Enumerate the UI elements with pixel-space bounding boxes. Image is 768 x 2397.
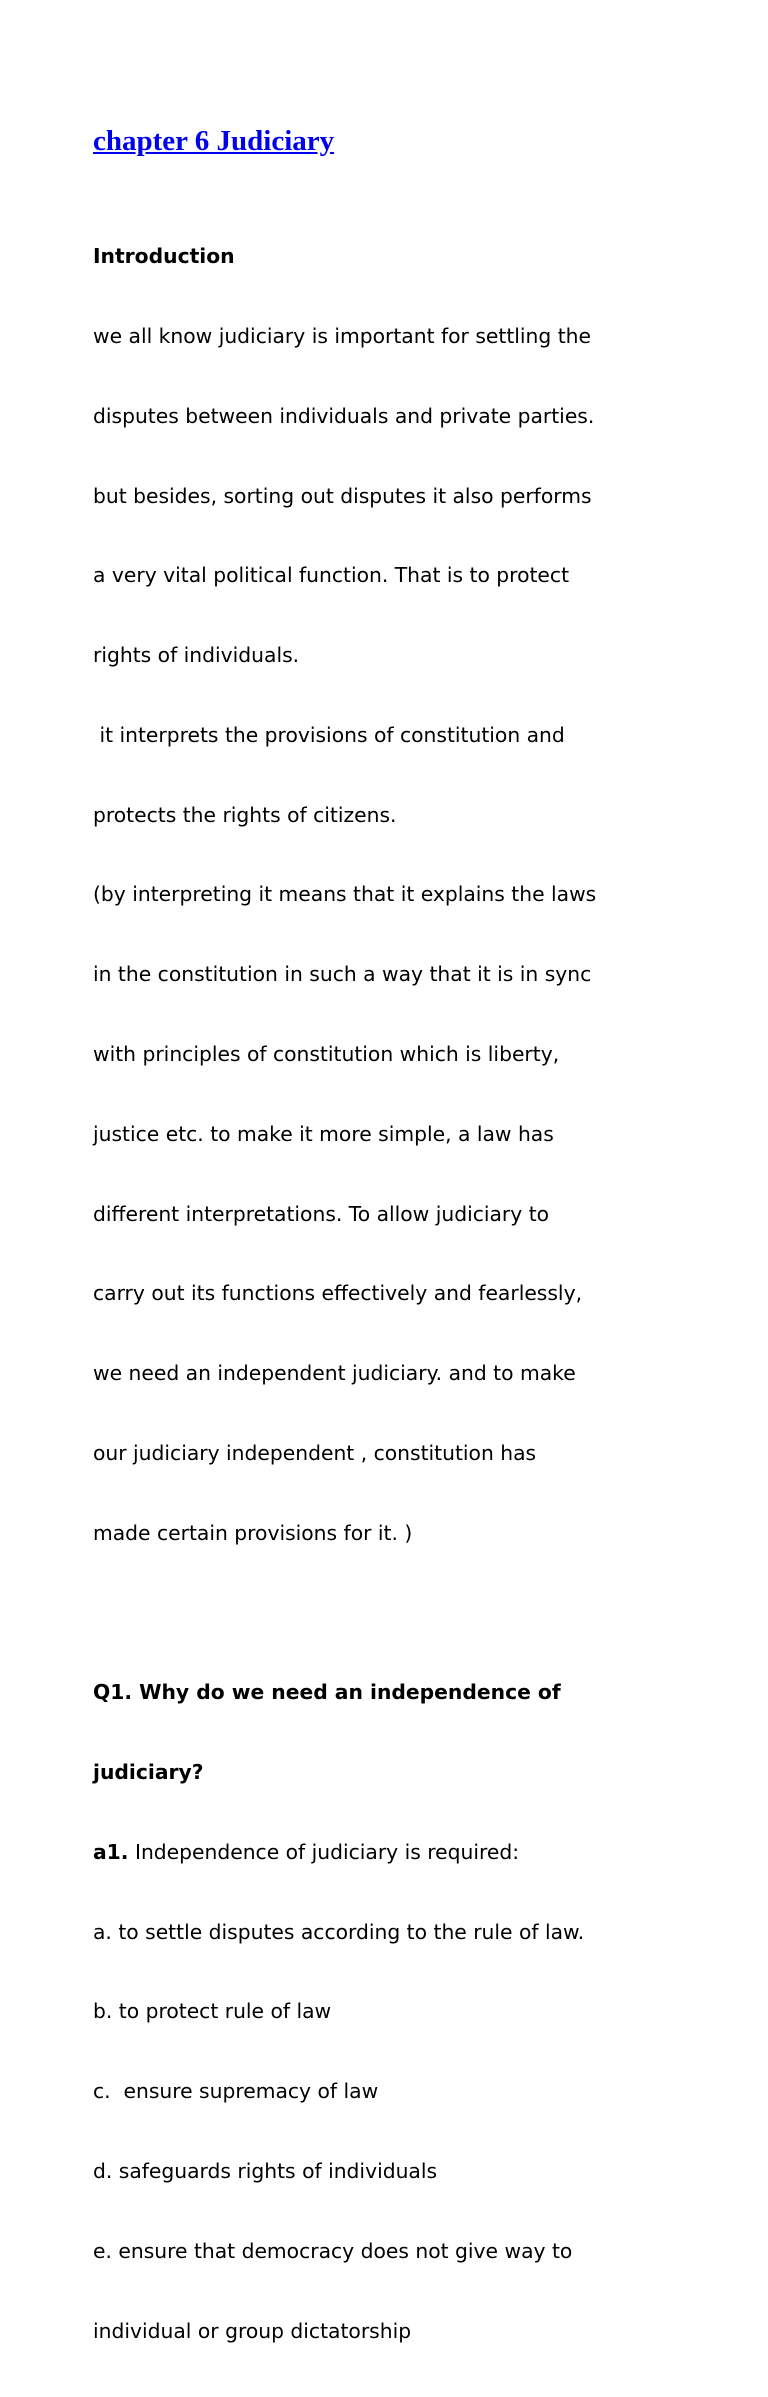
intro-line: carry out its functions effectively and fearlessly,: [93, 1281, 583, 1306]
intro-line: we all know judiciary is important for settling the: [93, 323, 591, 348]
intro-line: our judiciary independent , constitution has: [93, 1440, 537, 1465]
intro-line: it interprets the provisions of constitution and: [93, 722, 565, 747]
answer-point: e. ensure that democracy does not give way to: [93, 2238, 573, 2263]
intro-line: made certain provisions for it. ): [93, 1520, 413, 1545]
answer-point: c. ensure supremacy of law: [93, 2079, 379, 2104]
question-1-section: [93, 1626, 733, 2397]
question-1-line: judiciary?: [93, 1760, 204, 1785]
intro-line: in the constitution in such a way that it is in sync: [93, 962, 592, 987]
intro-line: different interpretations. To allow judiciary to: [93, 1201, 550, 1226]
intro-line: a very vital political function. That is to protect: [93, 563, 570, 588]
introduction-section: [93, 190, 733, 1599]
answer-point: individual or group dictatorship: [93, 2318, 412, 2343]
introduction-heading: Introduction: [93, 244, 235, 269]
intro-line: justice etc. to make it more simple, a law has: [93, 1121, 554, 1146]
answer-point: a. to settle disputes according to the rule of law.: [93, 1919, 585, 1944]
answer-point: d. safeguards rights of individuals: [93, 2158, 438, 2183]
answer-1-intro-text: Independence of judiciary is required:: [128, 1839, 520, 1864]
document-page: [93, 122, 733, 2397]
intro-line: rights of individuals.: [93, 643, 300, 668]
intro-line: with principles of constitution which is liberty,: [93, 1042, 560, 1066]
answer-1-label: a1.: [93, 1839, 129, 1864]
question-1-line: Q1. Why do we need an independence of: [93, 1680, 561, 1705]
intro-line: disputes between individuals and private parties.: [93, 403, 595, 428]
intro-line: but besides, sorting out disputes it also performs: [93, 483, 592, 508]
intro-line: we need an independent judiciary. and to make: [93, 1361, 576, 1386]
chapter-title-link[interactable]: chapter 6 Judiciary: [93, 125, 335, 157]
intro-line: protects the rights of citizens.: [93, 802, 397, 827]
intro-line: (by interpreting it means that it explains the laws: [93, 882, 597, 907]
spacer: [93, 160, 733, 190]
answer-1-intro: [93, 1839, 733, 1866]
answer-point: b. to protect rule of law: [93, 1999, 332, 2024]
spacer: [93, 1599, 733, 1626]
